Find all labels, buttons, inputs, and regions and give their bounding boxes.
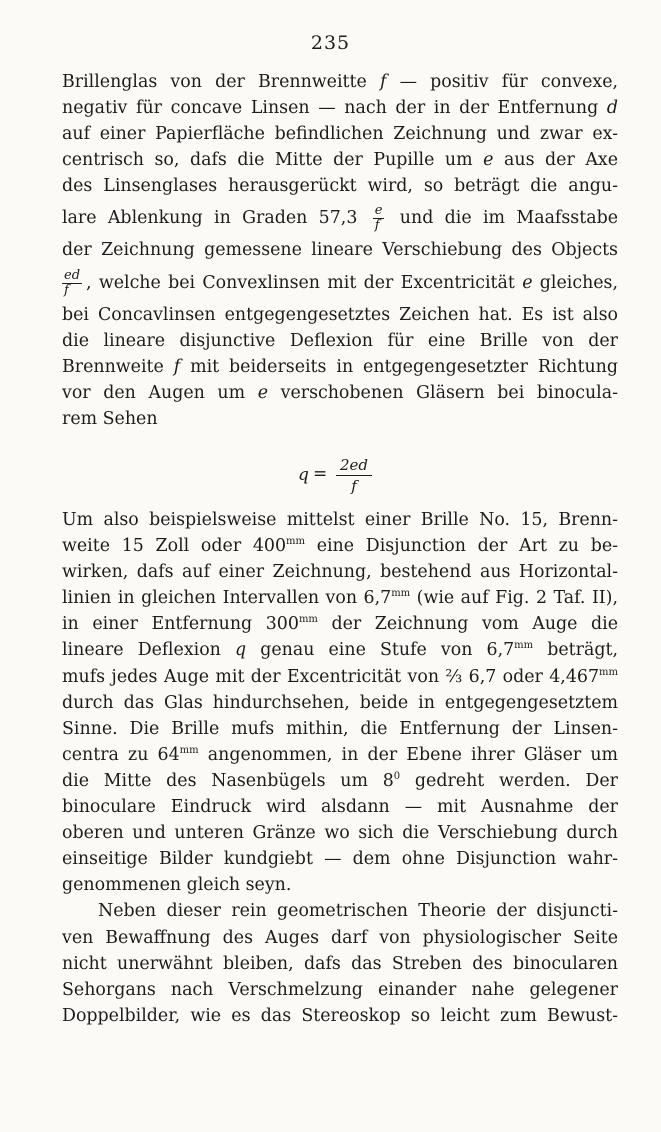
text-line: Sinne. Die Brille mufs mithin, die Entfernung der Linsen-: [62, 718, 618, 739]
text-line: Neben dieser rein geometrischen Theorie der disjuncti-: [98, 901, 618, 922]
text-line: centrisch so, dafs die Mitte der Pupille um e aus der Axe: [62, 150, 618, 171]
fraction-ed-over-f: $\frac{ed}{f}$: [64, 267, 81, 298]
text-line: weite 15 Zoll oder $400^{mm}$ eine Disjunction der Art zu be-: [62, 536, 618, 557]
paragraph-2: [62, 507, 618, 1029]
text-line: Brillenglas von der Brennweitte f — positiv für convexe,: [62, 72, 619, 92]
text-line: bei Concavlinsen entgegengesetztes Zeichen hat. Es ist also: [62, 304, 618, 325]
text-line: die Mitte des Nasenbügels um $8^0$ gedreht werden. Der: [62, 770, 618, 791]
equation-fraction: $\frac{2ed}{f}$: [336, 455, 372, 496]
text-line: einseitige Bilder kundgiebt — dem ohne Disjunction wahr-: [62, 849, 618, 870]
text-line: in einer Entfernung $300^{mm}$ der Zeichnung vom Auge die: [62, 614, 619, 635]
text-line: mufs jedes Auge mit der Excentricität von ⅔ 6,7 oder $4,467^{mm}$: [62, 666, 618, 687]
text-line: $\frac{ed}{f}$ , welche bei Convexlinsen mit der Excentricität e gleiches,: [64, 267, 619, 298]
equation-lhs: q: [298, 465, 309, 485]
text-line: oberen und unteren Gränze wo sich die Verschiebung durch: [62, 823, 618, 844]
text-line: vor den Augen um e verschobenen Gläsern bei binocula-: [62, 382, 618, 403]
text-line: lineare Deflexion q genau eine Stufe von $6,7^{mm}$ beträgt,: [62, 640, 618, 661]
text-line: binoculare Eindruck wird alsdann — mit Ausnahme der: [62, 797, 618, 818]
fraction-e-over-f: $\frac{e}{f}$: [374, 203, 383, 234]
equation-sign: =: [313, 464, 328, 484]
page-number: 235: [310, 32, 351, 54]
text-line: ven Bewaffnung des Auges darf von physiologischer Seite: [62, 927, 618, 948]
text-line: wirken, dafs auf einer Zeichnung, bestehend aus Horizontal-: [62, 562, 618, 583]
text-line: Sehorgans nach Verschmelzung einander nahe gelegener: [62, 979, 618, 1000]
text-line: negativ für concave Linsen — nach der in der Entfernung d: [62, 98, 618, 119]
equation-q: [0, 455, 661, 503]
text-line: rem Sehen: [62, 408, 158, 429]
text-line: genommenen gleich seyn.: [62, 875, 292, 896]
paragraph-1: [62, 69, 618, 432]
text-line: centra zu $64^{mm}$ angenommen, in der Ebene ihrer Gläser um: [62, 744, 619, 765]
text-line: der Zeichnung gemessene lineare Verschiebung des Objects: [62, 240, 618, 261]
text-line: des Linsenglases herausgerückt wird, so beträgt die angu-: [62, 176, 618, 197]
text-line: durch das Glas hindurchsehen, beide in entgegengesetztem: [62, 692, 618, 713]
text-line: die lineare disjunctive Deflexion für eine Brille von der: [62, 330, 618, 351]
text-line: lare Ablenkung in Graden 57,3 $\frac{e}{f}$ und die im Maafsstabe: [62, 203, 618, 234]
text-line: Brennweite f mit beiderseits in entgegengesetzter Richtung: [62, 356, 618, 377]
text-line: Um also beispielsweise mittelst einer Brille No. 15, Brenn-: [62, 510, 618, 530]
text-line: linien in gleichen Intervallen von $6,7^{mm}$ (wie auf Fig. 2 Taf. II),: [62, 588, 618, 609]
text-line: auf einer Papierfläche befindlichen Zeichnung und zwar ex-: [62, 124, 618, 145]
text-line: Doppelbilder, wie es das Stereoskop so leicht zum Bewust-: [62, 1005, 618, 1026]
text-line: nicht unerwähnt bleiben, dafs das Streben des binocularen: [62, 953, 618, 974]
